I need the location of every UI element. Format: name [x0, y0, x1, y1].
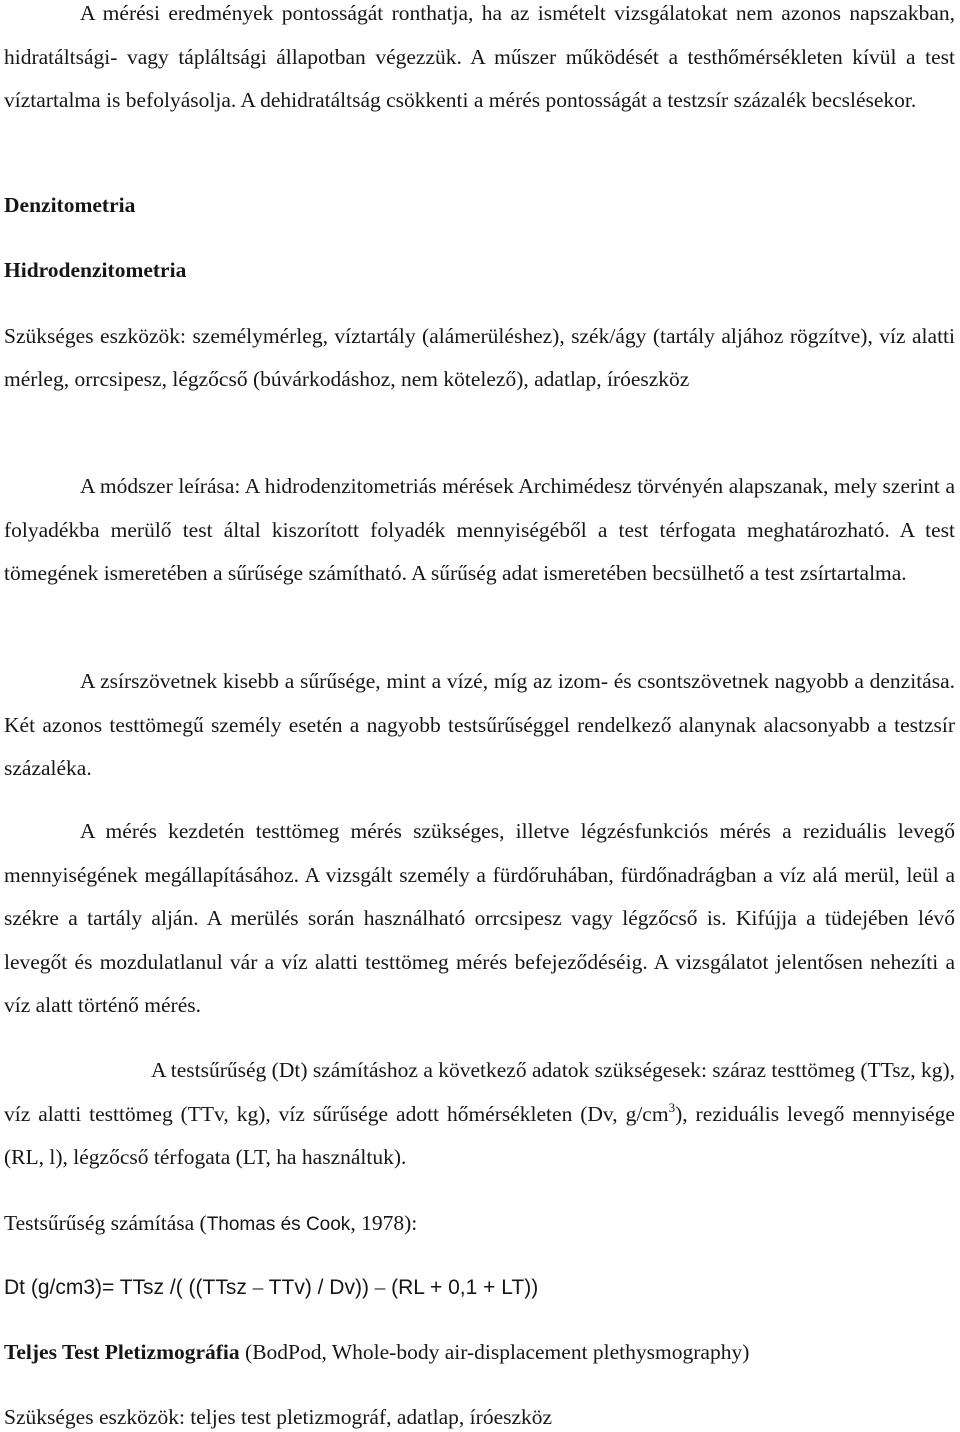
- formula-part-c: (RL + 0,1 + LT)): [385, 1276, 539, 1299]
- heading-hydrodensitometry: Hidrodenzitometria: [4, 258, 187, 282]
- formula-part-a: Dt (g/cm3)= TTsz /( ((TTsz: [4, 1276, 253, 1299]
- formula-minus-1: –: [252, 1275, 264, 1299]
- bodpod-title: Teljes Test Pletizmográfia: [4, 1340, 240, 1364]
- formula-part-b: TTv) / Dv)): [263, 1276, 375, 1299]
- density-calc-heading: [4, 1208, 417, 1240]
- data-needed-superscript: 3: [668, 1099, 676, 1115]
- bodpod-heading: [4, 1337, 749, 1367]
- formula-minus-2: –: [374, 1275, 386, 1299]
- bodpod-subtitle: (BodPod, Whole-body air-displacement plethysmography): [239, 1340, 750, 1364]
- calc-heading-part-c: , 1978):: [350, 1211, 418, 1235]
- intro-paragraph: A mérési eredmények pontosságát ronthatja, ha az ismételt vizsgálatokat nem azonos napszakban, hidratáltsági- vagy tápláltsági állapotban végezzük. A műszer működését a testhőmérsékleten kívül a test víztartalma is befolyásolja. A dehidratáltság csökkenti a mérés pontosságát a testzsír százalék becslésekor.: [4, 1, 955, 112]
- data-needed-text-a: A testsűrűség (Dt) számításhoz a következő adatok szükségesek: száraz testtömeg (TTsz, kg), víz alatti testtömeg (TTv, kg), víz sűrűsége adott hőmérsékleten (Dv, g/cm: [4, 1058, 955, 1126]
- data-needed-text-b: ), reziduális levegő mennyisége (RL, l), légzőcső térfogata (LT, ha használtuk).: [4, 1101, 955, 1169]
- fat-tissue-paragraph: A zsírszövetnek kisebb a sűrűsége, mint a vízé, míg az izom- és csontszövetnek nagyobb a denzitása. Két azonos testtömegű személy esetén a nagyobb testsűrűséggel rendelkező alanynak alacsonyabb a testzsír százaléka.: [4, 669, 955, 780]
- heading-densitometry: Denzitometria: [4, 193, 136, 217]
- calc-heading-citation: Thomas és Cook: [206, 1214, 351, 1235]
- method-paragraph: A módszer leírása: A hidrodenzitometriás mérések Archimédesz törvényén alapszanak, mely szerint a folyadékba merülő test által kiszorított folyadék mennyiségéből a test térfogata meghatározható. A test tömegének ismeretében a sűrűsége számítható. A sűrűség adat ismeretében becsülhető a test zsírtartalma.: [4, 474, 955, 585]
- calc-heading-part-a: Testsűrűség számítása (: [4, 1211, 207, 1235]
- procedure-paragraph: A mérés kezdetén testtömeg mérés szükséges, illetve légzésfunkciós mérés a reziduális levegő mennyiségének megállapításához. A vizsgált személy a fürdőruhában, fürdőnadrágban a víz alá merül, leül a székre a tartály alján. A merülés során használható orrcsipesz vagy légzőcső is. Kifújja a tüdejében lévő levegőt és mozdulatlanul vár a víz alatti testtömeg mérés befejeződéséig. A vizsgálatot jelentősen nehezíti a víz alatt történő mérés.: [4, 819, 955, 1017]
- equipment-paragraph: Szükséges eszközök: személymérleg, víztartály (alámerüléshez), szék/ágy (tartály aljához rögzítve), víz alatti mérleg, orrcsipesz, légzőcső (búvárkodáshoz, nem kötelező), adatlap, íróeszköz: [4, 324, 955, 392]
- data-needed-paragraph: [4, 1049, 955, 1180]
- bodpod-equipment: Szükséges eszközök: teljes test pletizmográf, adatlap, íróeszköz: [4, 1405, 553, 1429]
- density-formula: [4, 1272, 538, 1303]
